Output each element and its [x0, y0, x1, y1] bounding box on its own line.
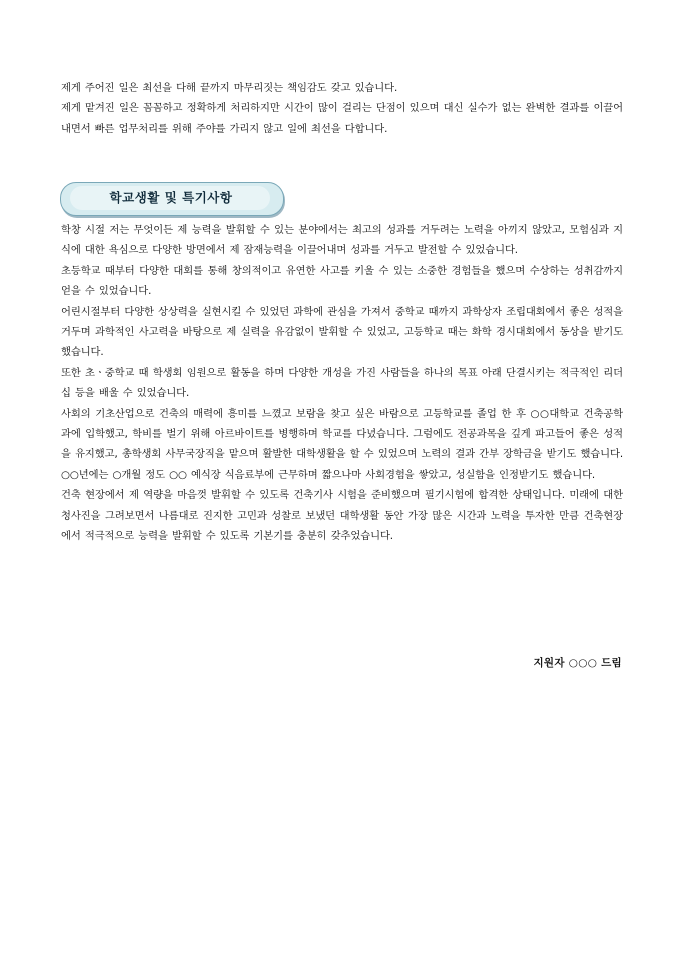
section-heading-box [60, 182, 284, 217]
body-paragraph: 또한 초ㆍ중학교 때 학생회 임원으로 활동을 하며 다양한 개성을 가진 사람들을 하나의 목표 아래 단결시키는 적극적인 리더십 등을 배울 수 있었습니다. [61, 366, 623, 400]
body-paragraph: 학창 시절 저는 무엇이든 제 능력을 발휘할 수 있는 분야에서는 최고의 성과를 거두려는 노력을 아끼지 않았고, 모험심과 지식에 대한 욕심으로 다양한 방면에서 제 잠재능력을 이끌어내며 성과를 거두고 발전할 수 있었습니다. [61, 224, 623, 257]
body-paragraph: 초등학교 때부터 다양한 대회를 통해 창의적이고 유연한 사고를 키울 수 있는 소중한 경험들을 했으며 수상하는 성취감까지 얻을 수 있었습니다. [61, 264, 623, 298]
intro-text [61, 78, 623, 139]
signature: 지원자 ○○○ 드림 [533, 657, 622, 669]
body-paragraph: 어린시절부터 다양한 상상력을 실현시킬 수 있었던 과학에 관심을 가져서 중학교 때까지 과학상자 조립대회에서 좋은 성적을 거두며 과학적인 사고력을 바탕으로 제 실력을 유감없이 발휘할 수 있었고, 고등학교 때는 화학 경시대회에서 동상을 받기도 했습니다. [61, 305, 623, 359]
body-paragraph: 사회의 기초산업으로 건축의 매력에 흥미를 느꼈고 보람을 찾고 싶은 바람으로 고등학교를 졸업 한 후 ○○대학교 건축공학과에 입학했고, 학비를 벌기 위해 아르바이트를 병행하며 학교를 다녔습니다. 그럼에도 전공과목을 깊게 파고들어 좋은 성적을 유지했고, 총학생회 사무국장직을 맡으며 활발한 대학생활을 할 수 있었으며 노력의 결과 간부 장학금을 받기도 했습니다. ○○년에는 ○개월 정도 ○○ 예식장 식음료부에 근무하며 짧으나마 사회경험을 쌓았고, 성실함을 인정받기도 했습니다. [61, 407, 623, 481]
section-body [61, 220, 623, 547]
intro-paragraph: 제게 주어진 일은 최선을 다해 끝까지 마무리짓는 책임감도 갖고 있습니다. [61, 82, 398, 94]
section-heading: 학교생활 및 특기사항 [109, 190, 233, 205]
body-paragraph: 건축 현장에서 제 역량을 마음껏 발휘할 수 있도록 건축기사 시험을 준비했으며 필기시험에 합격한 상태입니다. 미래에 대한 청사진을 그려보면서 나름대로 진지한 고민과 성찰로 보냈던 대학생활 동안 가장 많은 시간과 노력을 투자한 만큼 건축현장에서 적극적으로 능력을 발휘할 수 있도록 기본기를 충분히 갖추었습니다. [61, 489, 623, 543]
intro-paragraph: 제게 맡겨진 일은 꼼꼼하고 정확하게 처리하지만 시간이 많이 걸리는 단점이 있으며 대신 실수가 없는 완벽한 결과를 이끌어내면서 빠른 업무처리를 위해 주야를 가리지 않고 일에 최선을 다합니다. [61, 102, 623, 135]
